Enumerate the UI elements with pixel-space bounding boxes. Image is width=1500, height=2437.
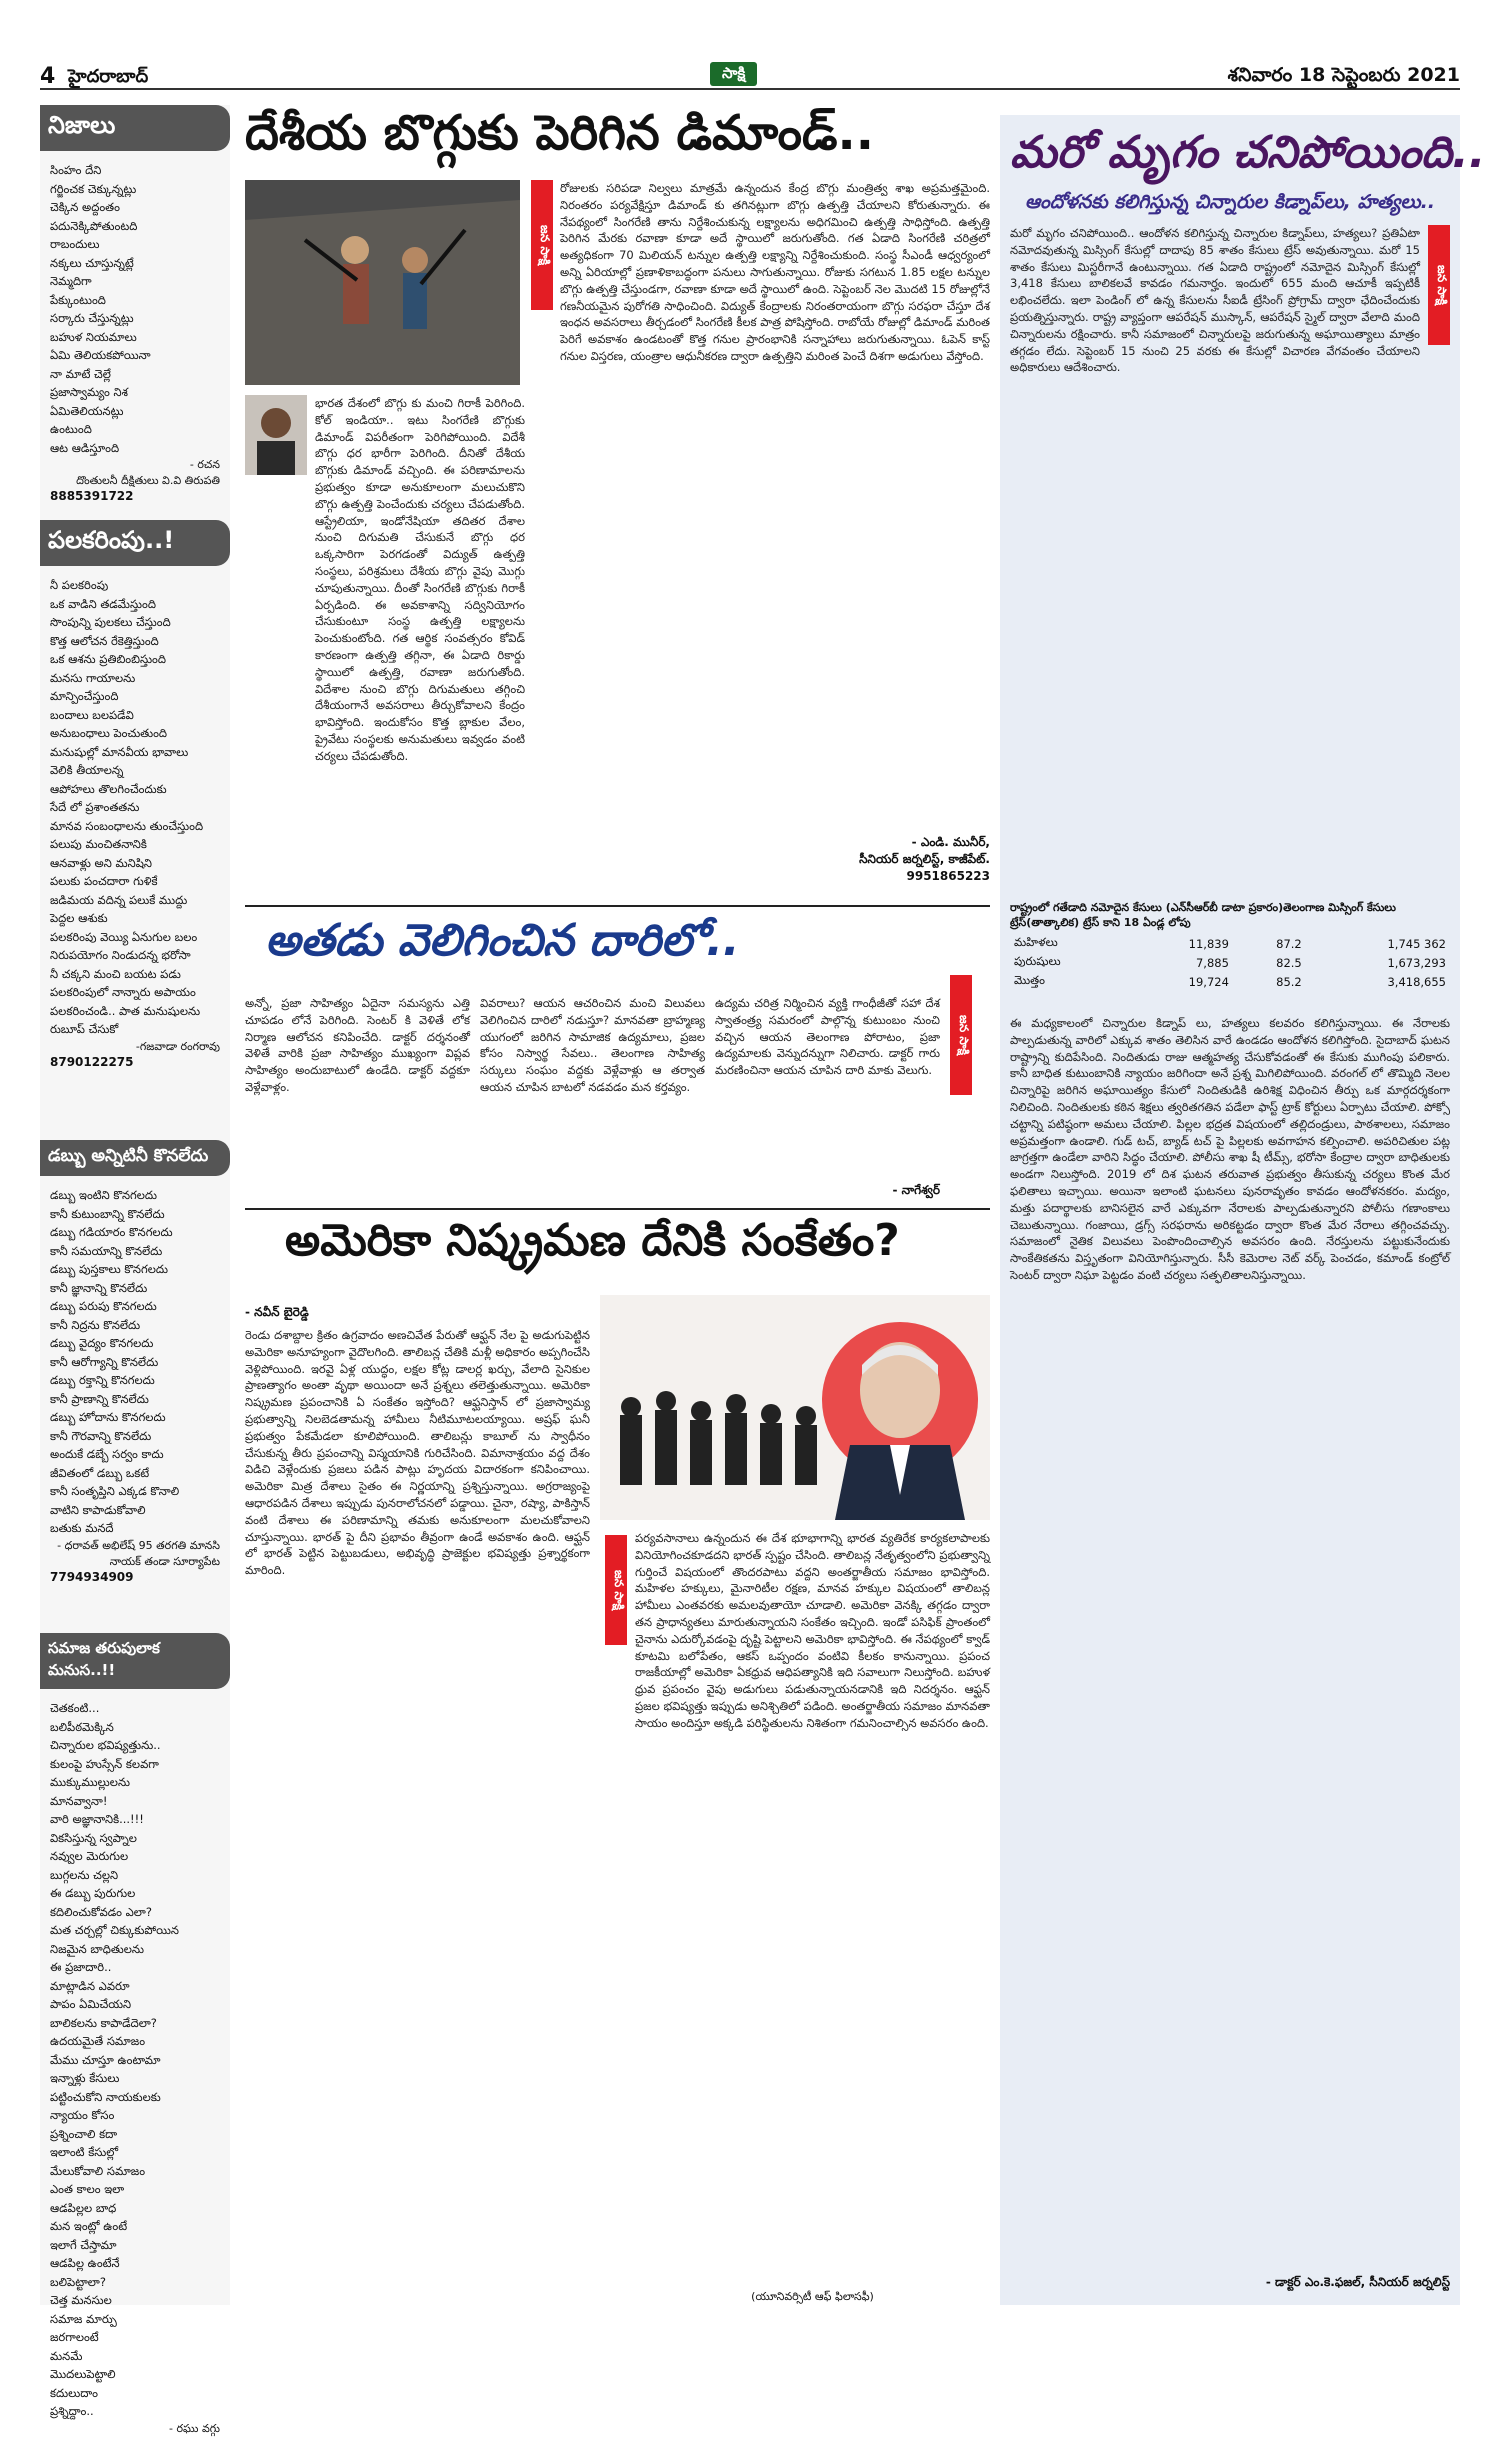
table-cell: 7,885 (1195, 955, 1229, 970)
poem-line: వాటిని కాపాడుకోవాలి (50, 1502, 146, 1517)
poem-line: కానీ కుటుంబాన్ని కొనలేదు (50, 1206, 165, 1221)
table-cell: 1,673,293 (1387, 955, 1446, 970)
poem-line: ఉంటుంది (50, 422, 92, 436)
poem-line: అనుబంధాలు పెంచుతుంది (50, 726, 168, 740)
poem-line: వికసిస్తున్న స్వప్నాల (50, 1830, 137, 1845)
poem-line: చెతకంటి... (50, 1701, 100, 1715)
rail-credit: దొంతులనీ దీక్షితులు వి.వి తిరుపతి (76, 474, 220, 487)
poem-line: బలిపీఠమెక్కిన (50, 1719, 114, 1734)
article-us-withdrawal (245, 1215, 990, 2305)
janasakshi-tag: జన సాక్షి (531, 180, 553, 310)
poem-line: పలకరింపు వెయ్యి ఏనుగుల బలం (50, 929, 198, 944)
janasakshi-tag: జన సాక్షి (1428, 225, 1450, 345)
poem-line: డబ్బు వైద్యం కొనగలదు (50, 1336, 154, 1350)
poem-line: ఒక వాడిని తడమేస్తుంది (50, 596, 156, 611)
poem-line: డబ్బు గడియారం కొనగలదు (50, 1225, 173, 1239)
poem-line: బందాలు బలపడేవి (50, 707, 134, 722)
poem-line: బుగ్గలను చల్లని (50, 1867, 119, 1882)
poem-line: పలుపు మంచితనానికి (50, 837, 147, 851)
poem-line: పట్టించుకోని నాయకులకు (50, 2089, 161, 2104)
divider (245, 905, 990, 907)
poem-line: ఆట ఆడిస్తూంది (50, 440, 120, 455)
poem-line: నీ పలకరింపు (50, 578, 109, 592)
poem-line: నిజమైన బాధితులను (50, 1941, 144, 1956)
poem-line: కానీ ఆరోగ్యాన్ని కొనలేదు (50, 1354, 159, 1369)
article-body-left: భారత దేశంలో బొగ్గు కు మంచి గిరాకీ పెరిగింది. కోల్ ఇండియా.. ఇటు సింగరేణి బొగ్గుకు డిమాండ్ విపరీతంగా పెరిగిపోయింది. విదేశీ బొగ్గు ధర భారీగా పెరిగింది. దీనితో దేశీయ బొగ్గుకు డిమాండ్ వచ్చింది. ఈ పరిణామాలను ప్రభుత్వం కూడా అనుకూలంగా మలుచుకొని బొగ్గు ఉత్పత్తి పెంచేందుకు చర్యలు చేపడుతోంది. ఆస్ట్రేలియా, ఇండోనేషియా తదితర దేశాల నుంచి దిగుమతి చేసుకునే బొగ్గు ధర ఒక్కసారిగా పెరగడంతో విద్యుత్ ఉత్పత్తి సంస్థలు, పరిశ్రమలు దేశీయ బొగ్గు వైపు మొగ్గు చూపుతున్నాయి. దీంతో సింగరేణి బొగ్గుకు గిరాకీ ఏర్పడింది. ఈ అవకాశాన్ని సద్వినియోగం చేసుకుంటూ సంస్థ ఉత్పత్తి లక్ష్యాలను పెంచుకుంటోంది. గత ఆర్థిక సంవత్సరం కోవిడ్ కారణంగా ఉత్పత్తి తగ్గినా, ఈ ఏడాది రికార్డు స్థాయిలో ఉత్పత్తి, రవాణా జరుగుతోంది. విదేశాల నుంచి బొగ్గు దిగుమతులు తగ్గించి దేశీయంగానే అవసరాలు తీర్చుకోవాలని కేంద్రం భావిస్తోంది. ఇందుకోసం కొత్త బ్లాకుల వేలం, ప్రైవేటు సంస్థలకు అనుమతులు ఇవ్వడం వంటి చర్యలు చేపడుతోంది. (315, 396, 525, 763)
janasakshi-tag: జన సాక్షి (605, 1535, 627, 1645)
rail-credit: - రఘు వగ్గు (169, 2421, 220, 2435)
soldiers-and-biden-photo (600, 1295, 990, 1520)
article-byline-phone: 9951865223 (906, 869, 990, 883)
poem-line: చెత్త మనసుల (50, 2293, 112, 2307)
poem-line: న్యాయం కోసం (50, 2108, 115, 2122)
sidebar-subhead: ఆందోళనకు కలిగిస్తున్న చిన్నారుల కిడ్నాప్‌లు, హత్యలు.. (1024, 191, 1436, 213)
page-number: 4 (40, 64, 56, 89)
left-rail (40, 105, 230, 2435)
article-headline: అతడు వెలిగించిన దారిలో.. (265, 915, 740, 966)
poem-line: డబ్బు పరుపు కొనగలదు (50, 1299, 157, 1313)
poem-line: పలకరింపులో నాన్నారు అపాయం (50, 985, 196, 999)
stats-table-title: రాష్ట్రంలో గతేడాది నమోదైన కేసులు (ఎన్‌సీఆర్‌బీ డాటా ప్రకారం)తెలంగాణ మిస్సింగ్ కేసులు ట్రేస్(తాత్కాలిక) ట్రేస్ కాని 18 ఏండ్ల లోపు (1010, 901, 1396, 929)
poem-line: కానీ గౌరవాన్ని కొనలేదు (50, 1428, 152, 1443)
rail-section-palakarimpu (40, 520, 230, 1075)
stats-table (1010, 934, 1450, 991)
poem-line: ప్రశ్నించాలి కదా (50, 2126, 118, 2141)
article-body-right: రోజులకు సరిపడా నిల్వలు మాత్రమే ఉన్నందున కేంద్ర బొగ్గు మంత్రిత్వ శాఖ అప్రమత్తమైంది. నిరంతరం పర్యవేక్షిస్తూ డిమాండ్ కు తగినట్లుగా బొగ్గు ఉత్పత్తి చేయాలని కోరుతున్నారు. ఈ నేపథ్యంలో సింగరేణి తాను నిర్దేశించుకున్న లక్ష్యాలను అధిగమించి ఉత్పత్తి సాధిస్తోంది. ఉత్పత్తి పెరిగిన మేరకు రవాణా కూడా అదే స్థాయిలో జరుగుతోంది. గత ఏడాది సింగరేణి చరిత్రలో అత్యధికంగా 70 మిలియన్ టన్నుల ఉత్పత్తి లక్ష్యాన్ని నిర్దేశించుకుంది. సంస్థ సీఎండీ ఆధ్వర్యంలో అన్ని ఏరియాల్లో ప్రణాళికాబద్ధంగా పనులు సాగుతున్నాయి. రోజుకు సగటున 1.85 లక్షల టన్నుల బొగ్గు ఉత్పత్తి చేస్తుండగా, రవాణా కూడా అదే స్థాయిలో ఉంది. సెప్టెంబర్ నెల మొదటి 15 రోజుల్లోనే గణనీయమైన పురోగతి సాధించింది. విద్యుత్ కేంద్రాలకు నిరంతరాయంగా బొగ్గు సరఫరా చేస్తూ దేశ ఇంధన అవసరాలు తీర్చడంలో సింగరేణి కీలక పాత్ర పోషిస్తోంది. రాబోయే రోజుల్లో డిమాండ్ మరింత పెరిగే అవకాశం ఉండటంతో కొత్త గనుల ప్రారంభానికి సన్నాహాలు జరుగుతున్నాయి. ఓపెన్ కాస్ట్ గనుల విస్తరణ, యంత్రాల ఆధునీకరణ ద్వారా ఉత్పత్తిని మరింత పెంచే దిశగా అడుగులు వేస్తోంది. (560, 181, 990, 363)
rail-poem (40, 1186, 230, 1538)
poem-line: కానీ సమయాన్ని కొనలేదు (50, 1243, 163, 1258)
poem-line: అందుకే డబ్బే సర్వం కాదు (50, 1447, 164, 1461)
poem-line: నా మాటే చెల్లే (50, 366, 111, 381)
poem-line: ప్రశ్నిద్దాం.. (50, 2404, 94, 2418)
table-row (1010, 953, 1450, 972)
table-cell: 1,745 362 (1387, 936, 1446, 951)
poem-line: వారి అజ్ఞానానికి...!!! (50, 1812, 144, 1826)
poem-line: సర్కారు చేస్తున్నట్లు (50, 311, 134, 325)
poem-line: మేము చూస్తూ ఉంటామా (50, 2052, 161, 2067)
sidebar-body-bottom: ఈ మధ్యకాలంలో చిన్నారుల కిడ్నాప్ లు, హత్యలు కలవరం కలిగిస్తున్నాయి. ఈ నేరాలకు పాల్పడుతున్న వారిలో ఎక్కువ శాతం తెలిసిన వారే ఉండడం ఆందోళన కలిగిస్తోంది. సైదాబాద్ ఘటన రాష్ట్రాన్ని కుదిపేసింది. నిందితుడు రాజు ఆత్మహత్య చేసుకోవడంతో ఈ కేసుకు ముగింపు పలికారు. కానీ బాధిత కుటుంబానికి న్యాయం జరిగిందా అనే ప్రశ్న మిగిలిపోయింది. వరంగల్ లో తొమ్మిది నెలల చిన్నారిపై జరిగిన అఘాయిత్యం కేసులో నిందితుడికి ఉరిశిక్ష విధించిన తీర్పు ఒక మార్గదర్శకంగా నిలిచింది. నిందితులకు కఠిన శిక్షలు త్వరితగతిన పడేలా ఫాస్ట్ ట్రాక్ కోర్టులు ఏర్పాటు చేయాలి. పోక్సో చట్టాన్ని పటిష్ఠంగా అమలు చేయాలి. పిల్లల భద్రత విషయంలో తల్లిదండ్రులు, పాఠశాలలు, సమాజం అప్రమత్తంగా ఉండాలి. గుడ్ టచ్, బ్యాడ్ టచ్ పై పిల్లలకు అవగాహన కల్పించాలి. అపరిచితుల పట్ల జాగ్రత్తగా ఉండేలా వారిని సిద్ధం చేయాలి. పోలీసు శాఖ షీ టీమ్స్, భరోసా కేంద్రాల ద్వారా బాధితులకు అండగా నిలుస్తోంది. 2019 లో దిశ ఘటన తరువాత ప్రభుత్వం తీసుకున్న చర్యలు కొంత మేర ఫలితాలు ఇచ్చాయి. అయినా ఇలాంటి ఘటనలు పునరావృతం కావడం ఆందోళనకరం. మద్యం, మత్తు పదార్థాలకు బానిసలైన వారే ఎక్కువగా నేరాలకు పాల్పడుతున్నారని పోలీసు గణాంకాలు చెబుతున్నాయి. గంజాయి, డ్రగ్స్ సరఫరాను అరికట్టడం ద్వారా కొంత మేర నేరాలు తగ్గించవచ్చు. సమాజంలో నైతిక విలువలు పెంపొందించాల్సిన అవసరం ఉంది. నేరస్తులను పట్టుకునేందుకు సాంకేతికతను విస్తృతంగా వినియోగిస్తున్నారు. సీసీ కెమెరాల నెట్ వర్క్ పెంచడం, కమాండ్ కంట్రోల్ సెంటర్ ద్వారా నిఘా పెట్టడం వంటి చర్యలు సత్ఫలితాలనిస్తున్నాయి. (1010, 1016, 1450, 1282)
poem-line: మత చర్చల్లో చిక్కుకుపోయిన (50, 1923, 179, 1937)
rail-section-samaja (40, 1633, 230, 2437)
poem-line: ఏమి తెలియకపోయినా (50, 348, 151, 362)
poem-line: మొదలుపెట్టాలి (50, 2367, 116, 2381)
poem-line: ముక్కుముల్లులను (50, 1775, 130, 1789)
poem-line: కానీ నిద్రను కొనలేదు (50, 1317, 141, 1332)
poem-line: పెద్దల ఆశుకు (50, 911, 108, 925)
poem-line: మనసు గాయాలను (50, 670, 136, 685)
table-cell: మొత్తం (1014, 973, 1045, 987)
rail-credit: -గజవాడా రంగరావు (135, 1039, 220, 1053)
poem-line: డబ్బు హోదాను కొనగలదు (50, 1410, 166, 1424)
rail-poem (40, 576, 230, 1039)
article-byline-role: సీనియర్ జర్నలిస్ట్, కాజీపేట్. (859, 852, 990, 866)
poem-line: కానీ జ్ఞానాన్ని కొనలేదు (50, 1280, 148, 1295)
poem-line: మేలుకోవాలి సమాజం (50, 2163, 146, 2178)
rail-section-nijalu (40, 105, 230, 509)
poem-line: మానవ సంబంధాలను తుంచేస్తుంది (50, 818, 204, 833)
poem-line: ఉదయమైతే సమాజం (50, 2034, 146, 2048)
poem-line: డబ్బు పుస్తకాలు కొనగలదు (50, 1262, 168, 1276)
poem-line: నిరుపయోగం నిండుదన్న భరోసా (50, 948, 191, 962)
poem-line: పేక్కుంటుంది (50, 292, 106, 307)
poem-line: చెక్కిన అద్దంతం (50, 200, 120, 214)
sidebar-article-box (1000, 115, 1486, 2305)
table-cell: 85.2 (1276, 974, 1302, 989)
author-portrait (245, 395, 307, 475)
poem-line: నీ చక్కని మంచి బయట పడు (50, 966, 181, 981)
poem-line: కానీ సంతృప్తిని ఎక్కడ కొనాలి (50, 1484, 180, 1498)
rail-credit: - ధరావత్ అభిలేష్ 95 తరగతి మానసి నాయక్ తండా సూర్యాపేట (57, 1538, 220, 1568)
poem-line: ఆనవాళ్లు అని మనిషిని (50, 855, 152, 870)
article-col-2: వివరాలు? ఆయన ఆచరించిన మంచి విలువలు వెలిగించిన దారిలో నడుస్తూ? మానవతా బ్రాహ్మణ్య యుగంలో జరిగిన సామాజిక ఉద్యమాలు, ప్రజల కోసం నిస్వార్థ సేవలు.. తెలంగాణ సాహిత్య సర్కులు సంఘం వద్దకు వెళ్లేవాళ్లు ఆ తర్వాత ఆయన చూపిన బాటలో నడవడం మన కర్తవ్యం. (480, 996, 705, 1094)
poem-line: ఆడపిల్ల ఉంటేనే (50, 2256, 120, 2270)
poem-line: జరగాలంటే (50, 2330, 99, 2344)
article-body-right: పర్యవసానాలు ఉన్నందున ఈ దేశ భూభాగాన్ని భారత వ్యతిరేక కార్యకలాపాలకు వినియోగించకూడదని భారత్ స్పష్టం చేసింది. తాలిబన్ల నేతృత్వంలోని ప్రభుత్వాన్ని గుర్తించే విషయంలో తొందరపాటు వద్దని అంతర్జాతీయ సమాజం భావిస్తోంది. మహిళల హక్కులు, మైనారిటీల రక్షణ, మానవ హక్కుల విషయంలో తాలిబన్ల హామీలు ఎంతవరకు అమలవుతాయో చూడాలి. అమెరికా వెనక్కి తగ్గడం ద్వారా తన ప్రాధాన్యతలు మారుతున్నాయని సంకేతం ఇచ్చింది. ఇండో పసిఫిక్ ప్రాంతంలో చైనాను ఎదుర్కోవడంపై దృష్టి పెట్టాలని అమెరికా భావిస్తోంది. ఈ నేపథ్యంలో క్వాడ్ కూటమి బలోపేతం, ఆకస్ ఒప్పందం వంటివి కీలకం కానున్నాయి. ప్రపంచ రాజకీయాల్లో అమెరికా ఏకధ్రువ ఆధిపత్యానికి ఇది సవాలుగా నిలుస్తోంది. బహుళ ధ్రువ ప్రపంచం వైపు అడుగులు పడుతున్నాయనడానికి ఇది నిదర్శనం. ఆఫ్ఘన్ ప్రజల భవిష్యత్తు ఇప్పుడు అనిశ్చితిలో పడింది. అంతర్జాతీయ సమాజం మానవతా సాయం అందిస్తూ అక్కడి పరిస్థితులను నిశితంగా గమనించాల్సిన అవసరం ఉంది. (635, 1531, 990, 1730)
poem-line: ఇలాంటి కేసుల్లో (50, 2145, 119, 2159)
poem-line: పలకరించండి.. పాత మనుషులను (50, 1003, 201, 1018)
stats-table-box (1010, 900, 1450, 991)
page-city: హైదరాబాద్ (68, 66, 149, 87)
poem-line: రుబూప్ చేసుకో (50, 1022, 119, 1036)
rail-poem (40, 161, 230, 457)
poem-line: వెలికి తీయాలన్న (50, 763, 124, 777)
article-coal-demand (245, 105, 990, 905)
rail-phone: 8790122275 (50, 1054, 134, 1069)
rail-credit-label: - రచన (189, 458, 220, 471)
rail-phone: 7794934909 (50, 1569, 134, 1584)
poem-line: సొంపున్ని పులకలు చేస్తుంది (50, 615, 171, 629)
article-headline: అమెరికా నిష్క్రమణ దేనికి సంకేతం? (285, 1215, 900, 1266)
poem-line: మనమే (50, 2348, 83, 2363)
poem-line: బహుళ నియమాలు (50, 329, 137, 344)
table-cell: 82.5 (1276, 955, 1302, 970)
newspaper-logo: సాక్షి (710, 62, 757, 86)
rail-section-title: డబ్బు అన్నిటినీ కొనలేదు (40, 1140, 230, 1176)
article-col-1: అన్నో, ప్రజా సాహిత్యం ఏదైనా సమస్యను ఎత్తి చూపడం లోనే పెరిగింది. సెంటర్ కి వెళితే లోక నిర్మాణ ఆలోచన కనిపించేది. డాక్టర్ దర్శనంతో వెళితే వారికి ప్రజా సాహిత్యం ముఖ్యంగా విప్లవ సాహిత్యం అందుబాటులో ఉండేది. డాక్టర్ వద్దకూ వెళ్లేవాళ్లం. (245, 996, 470, 1094)
poem-line: మన ఇంట్లో ఉంటే (50, 2219, 128, 2233)
article-byline: - నాగేశ్వర్ (892, 1183, 940, 1197)
poem-line: ఒక ఆశను ప్రతిబింబిస్తుంది (50, 652, 167, 666)
poem-line: ఏమితెలియనట్లు (50, 403, 124, 418)
poem-line: చిన్నారుల భవిష్యత్తును.. (50, 1738, 161, 1752)
janasakshi-tag: జన సాక్షి (950, 975, 972, 1095)
table-row (1010, 972, 1450, 991)
poem-line: డబ్బు రక్తాన్ని కొనగలదు (50, 1373, 155, 1387)
poem-line: బలిపెట్టాలా? (50, 2274, 106, 2289)
poem-line: బాలికలను కాపాడేదెలా? (50, 2015, 157, 2030)
page-masthead (40, 62, 1460, 90)
rail-phone: 8885391722 (50, 489, 134, 503)
table-cell: 19,724 (1188, 974, 1229, 989)
rail-poem (40, 1699, 230, 2421)
poem-line: కదిలించుకోవడం ఎలా? (50, 1904, 152, 1919)
poem-line: సింహం దేని (50, 163, 102, 177)
poem-line: పలుకు పంచదారా గుళికే (50, 874, 158, 888)
poem-line: జడిమయ వదిన్న పలుకే ముద్దు (50, 892, 188, 907)
sidebar-byline: - డాక్టర్ ఎం.కె.ఫజల్, సీనియర్ జర్నలిస్ట్ (1265, 2275, 1450, 2289)
poem-line: మాట్లాడిన ఎవరూ (50, 1978, 130, 1993)
poem-line: పదునెక్కిపోతుంటది (50, 218, 138, 233)
article-byline-name: - ఎండి. మునీర్, (911, 835, 990, 849)
rail-section-title: నిజాలు (40, 105, 230, 151)
rail-section-title: పలకరింపు..! (40, 520, 230, 566)
table-cell: 87.2 (1276, 936, 1302, 951)
poem-line: ఎంత కాలం ఇలా (50, 2182, 125, 2196)
article-headline: దేశీయ బొగ్గుకు పెరిగిన డిమాండ్.. (245, 105, 874, 161)
poem-line: కదులుదాం (50, 2385, 98, 2400)
poem-line: మాన్పించేస్తుంది (50, 689, 119, 703)
poem-line: ఆపోహలు తొలగించేందుకు (50, 781, 167, 796)
article-footer: (యూనివర్సిటీ ఆఫ్ ఫిలాసఫీ) (751, 2290, 874, 2303)
table-cell: 11,839 (1188, 936, 1229, 951)
poem-line: డబ్బు ఇంటిని కొనగలదు (50, 1188, 158, 1202)
table-cell: మహిళలు (1014, 935, 1058, 949)
table-cell: 3,418,655 (1387, 974, 1446, 989)
poem-line: నక్కలు చూస్తున్నట్లే (50, 255, 134, 270)
rail-section-title: సమాజ తరుపులాక మనుస..!! (40, 1633, 230, 1689)
poem-line: జీవితంలో డబ్బు ఒకటే (50, 1465, 150, 1480)
poem-line: నవ్వుల మెరుగుల (50, 1849, 129, 1863)
table-row (1010, 934, 1450, 953)
divider (245, 1208, 990, 1210)
poem-line: పాపం ఏమిచేయని (50, 1997, 132, 2011)
poem-line: మనుషుల్లో మానవీయ భావాలు (50, 744, 189, 759)
poem-line: గర్జించక చెక్కున్నట్లు (50, 181, 137, 196)
article-body-left-cont (245, 485, 305, 865)
poem-line: బతుకు మనదే (50, 1521, 114, 1535)
coal-miners-photo (245, 180, 520, 385)
sidebar-body-top: మరో మృగం చనిపోయింది.. ఆందోళన కలిగిస్తున్న చిన్నారుల కిడ్నాప్‌లు, హత్యలు? ప్రతిఏటా నమోదవుతున్న మిస్సింగ్ కేసుల్లో దాదాపు 85 శాతం కేసులు ట్రేస్ అవుతున్నాయి. మరో 15 శాతం కేసులు మిస్టరీగానే ఉంటున్నాయి. గత ఏడాది రాష్ట్రంలో నమోదైన మిస్సింగ్ కేసుల్లో 3,418 కేసులు బాలికలవే కావడం గమనార్హం. ఇందులో 655 మంది ఆచూకీ ఇప్పటికీ లభించలేదు. ఇలా పెండింగ్ లో ఉన్న కేసులను సీఐడీ ట్రేసింగ్ ప్రోగ్రామ్ ద్వారా ఛేదించేందుకు ప్రయత్నిస్తున్నారు. రాష్ట్ర వ్యాప్తంగా ఆపరేషన్ ముస్కాన్, ఆపరేషన్ స్మైల్ ద్వారా వేలాది మంది చిన్నారులను రక్షించారు. కానీ సమాజంలో చిన్నారులపై జరుగుతున్న అఘాయిత్యాలు మాత్రం తగ్గడం లేదు. సెప్టెంబర్ 15 నుంచి 25 వరకు ఈ కేసుల్లో విచారణ వేగవంతం చేయాలని అధికారులు ఆదేశించారు. (1010, 226, 1420, 375)
poem-line: ప్రజాస్వామ్యం నిశ (50, 385, 128, 399)
poem-line: ఈ ప్రజాదారి.. (50, 1960, 112, 1974)
poem-line: సమాజ మార్పు (50, 2311, 117, 2326)
poem-line: సేదే లో ప్రశాంతతను (50, 800, 140, 814)
rail-section-dabbu (40, 1140, 230, 1590)
poem-line: ఆడపిల్లల బాధ (50, 2200, 117, 2215)
table-cell: పురుషులు (1014, 954, 1061, 968)
poem-line: కులంపై హుస్సేన్ కలవగా (50, 1756, 159, 1771)
article-col-3: ఉద్యమ చరిత్ర నిర్మించిన వ్యక్తి గాంధీజీతో సహా దేశ స్వాతంత్ర్య సమరంలో పాల్గొన్న కుటుంబం నుంచి వచ్చిన ఆయన తెలంగాణ పోరాటం, ప్రజా ఉద్యమాలకు వెన్నుదన్నుగా నిలిచారు. డాక్టర్ గారు మరణించినా ఆయన చూపిన దారి మాకు వెలుగు. (715, 996, 940, 1078)
article-path-lit (245, 915, 990, 1205)
poem-line: రాబందులు (50, 237, 100, 251)
poem-line: ఇన్నాళ్లు కేసులు (50, 2071, 120, 2085)
poem-line: ఇలాగే చేస్తామా (50, 2237, 117, 2252)
poem-line: నెమ్మదిగా (50, 274, 92, 288)
sidebar-headline: మరో మృగం చనిపోయింది.. (1010, 127, 1486, 178)
poem-line: ఈ డబ్బు పురుగుల (50, 1886, 136, 1900)
poem-line: కానీ ప్రాణాన్ని కొనలేదు (50, 1391, 149, 1406)
poem-line: మానవ్వానా! (50, 1793, 108, 1808)
article-body-left: రెండు దశాబ్దాల క్రితం ఉగ్రవాదం అణచివేత పేరుతో ఆఫ్ఘన్ నేల పై అడుగుపెట్టిన అమెరికా అనూహ్యంగా వైదొలగింది. తాలిబన్ల చేతికి మళ్లీ అధికారం అప్పగించేసి వెళ్లిపోయింది. ఇరవై ఏళ్ల యుద్ధం, లక్షల కోట్ల డాలర్ల ఖర్చు, వేలాది సైనికుల ప్రాణత్యాగం అంతా వృథా అయిందా అనే ప్రశ్నలు తలెత్తుతున్నాయి. అమెరికా నిష్క్రమణ ప్రపంచానికి ఏ సంకేతం ఇస్తోంది? ఆఫ్ఘనిస్తాన్ లో ప్రజాస్వామ్య ప్రభుత్వాన్ని నిలబెడతామన్న హామీలు నీటిమూటలయ్యాయి. అష్రఫ్ ఘనీ ప్రభుత్వం పేకమేడలా కూలిపోయింది. తాలిబన్లు కాబూల్ ను స్వాధీనం చేసుకున్న తీరు ప్రపంచాన్ని విస్మయానికి గురిచేసింది. విమానాశ్రయం వద్ద దేశం విడిచి వెళ్లేందుకు ప్రజలు పడిన పాట్లు హృదయ విదారకంగా కనిపించాయి. అమెరికా మిత్ర దేశాలు సైతం ఈ నిర్ణయాన్ని ప్రశ్నిస్తున్నాయి. అగ్రరాజ్యంపై ఆధారపడిన దేశాలు ఇప్పుడు పునరాలోచనలో పడ్డాయి. చైనా, రష్యా, పాకిస్తాన్ వంటి దేశాలు ఈ పరిణామాన్ని తమకు అనుకూలంగా మలచుకోవాలని చూస్తున్నాయి. భారత్ పై దీని ప్రభావం తీవ్రంగా ఉండే అవకాశం ఉంది. ఆఫ్ఘన్ లో భారత్ పెట్టిన పెట్టుబడులు, అభివృద్ధి ప్రాజెక్టుల భవిష్యత్తు ప్రశ్నార్థకంగా మారింది. (245, 1328, 590, 1578)
poem-line: కొత్త ఆలోచన రేకెత్తిస్తుంది (50, 633, 159, 648)
page-date: శనివారం 18 సెప్టెంబరు 2021 (1227, 64, 1460, 86)
article-author: - నవీన్ బైరెడ్డి (245, 1305, 309, 1319)
